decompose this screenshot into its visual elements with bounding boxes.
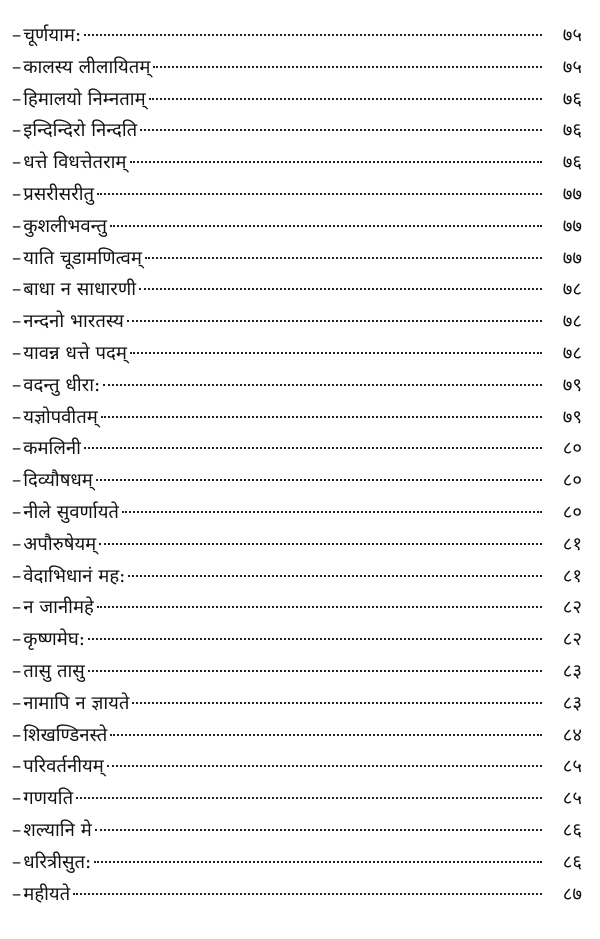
entry-title: बाधा न साधारणी (23, 279, 137, 301)
page-header-fragment (0, 0, 600, 8)
dot-leader (149, 98, 542, 100)
entry-page-number: ७६ (562, 120, 582, 142)
entry-title: परिवर्तनीयम् (23, 756, 104, 778)
dot-leader (127, 320, 542, 322)
entry-title: न जानीमहे (23, 597, 94, 619)
dot-leader (73, 893, 542, 895)
entry-page-number: ७९ (562, 406, 582, 428)
toc-entry (12, 688, 582, 720)
toc-entry (12, 306, 582, 338)
dot-leader (101, 416, 542, 418)
entry-page-number: ७६ (562, 152, 582, 174)
entry-dash: – (12, 533, 22, 555)
entry-dash: – (12, 120, 22, 142)
toc-entry (12, 179, 582, 211)
toc-entry (12, 274, 582, 306)
dot-leader (96, 479, 542, 481)
entry-title: नामापि न ज्ञायते (23, 692, 130, 714)
toc-entry (12, 370, 582, 402)
entry-title: याति चूडामणित्वम् (23, 247, 142, 269)
dot-leader (132, 702, 542, 704)
entry-dash: – (12, 56, 22, 78)
entry-page-number: ७५ (562, 25, 582, 46)
dot-leader (84, 34, 542, 36)
entry-title: महीयते (23, 883, 71, 905)
entry-title: अपौरुषेयम् (23, 533, 97, 555)
toc-entry (12, 529, 582, 561)
entry-title: वदन्तु धीरा: (23, 374, 101, 396)
entry-dash: – (12, 183, 22, 205)
dot-leader (145, 257, 542, 259)
entry-title: यावन्न धत्ते पदम् (23, 342, 127, 364)
entry-page-number: ८१ (562, 533, 582, 555)
dot-leader (97, 193, 542, 195)
dot-leader (84, 447, 542, 449)
toc-entry (12, 497, 582, 529)
toc-entry (12, 433, 582, 465)
entry-page-number: ७८ (562, 311, 582, 333)
dot-leader (110, 734, 542, 736)
entry-title: धरित्रीसुत: (23, 851, 92, 873)
entry-page-number: ७९ (562, 374, 582, 396)
entry-page-number: ८० (562, 470, 582, 492)
entry-page-number: ८५ (562, 756, 582, 778)
entry-dash: – (12, 756, 22, 778)
entry-page-number: ८३ (562, 660, 582, 682)
entry-dash: – (12, 883, 22, 905)
entry-dash: – (12, 438, 22, 460)
dot-leader (103, 384, 542, 386)
entry-dash: – (12, 565, 22, 587)
entry-page-number: ७७ (562, 247, 582, 269)
entry-page-number: ८४ (562, 724, 582, 746)
entry-page-number: ८० (562, 501, 582, 523)
dot-leader (139, 288, 542, 290)
entry-dash: – (12, 692, 22, 714)
entry-page-number: ८२ (562, 629, 582, 651)
dot-leader (76, 797, 542, 799)
toc-entry (12, 84, 582, 116)
dot-leader (128, 575, 542, 577)
dot-leader (122, 511, 542, 513)
entry-page-number: ७५ (562, 56, 582, 78)
entry-dash: – (12, 851, 22, 873)
entry-dash: – (12, 374, 22, 396)
entry-dash: – (12, 25, 22, 46)
entry-dash: – (12, 724, 22, 746)
entry-title: दिव्यौषधम् (23, 470, 93, 492)
entry-page-number: ८७ (562, 883, 582, 905)
toc-entry (12, 624, 582, 656)
dot-leader (140, 129, 542, 131)
entry-page-number: ८६ (562, 819, 582, 841)
toc-entry (12, 847, 582, 879)
entry-page-number: ८५ (562, 788, 582, 810)
entry-title: चूर्णयाम: (23, 25, 82, 46)
entry-title: इन्दिन्दिरो निन्दति (23, 120, 138, 142)
entry-dash: – (12, 279, 22, 301)
toc-entry (12, 879, 582, 911)
toc-entry (12, 815, 582, 847)
entry-dash: – (12, 629, 22, 651)
dot-leader (95, 829, 542, 831)
entry-page-number: ८६ (562, 851, 582, 873)
table-of-contents (12, 20, 582, 910)
toc-entry (12, 720, 582, 752)
dot-leader (97, 606, 542, 608)
dot-leader (99, 543, 542, 545)
entry-dash: – (12, 215, 22, 237)
entry-dash: – (12, 597, 22, 619)
entry-title: तासु तासु (23, 660, 85, 682)
entry-page-number: ७७ (562, 215, 582, 237)
entry-page-number: ८१ (562, 565, 582, 587)
dot-leader (88, 638, 542, 640)
entry-title: यज्ञोपवीतम् (23, 406, 98, 428)
entry-dash: – (12, 88, 22, 110)
entry-page-number: ७६ (562, 88, 582, 110)
entry-page-number: ८२ (562, 597, 582, 619)
entry-title: गणयति (23, 788, 74, 810)
entry-dash: – (12, 311, 22, 333)
entry-page-number: ७८ (562, 342, 582, 364)
toc-entry (12, 115, 582, 147)
entry-title: कालस्य लीलायितम् (23, 56, 151, 78)
entry-dash: – (12, 247, 22, 269)
toc-entry (12, 211, 582, 243)
toc-entry (12, 561, 582, 593)
entry-dash: – (12, 152, 22, 174)
dot-leader (153, 66, 542, 68)
entry-page-number: ७८ (562, 279, 582, 301)
entry-title: नन्दनो भारतस्य (23, 311, 124, 333)
entry-title: नीले सुवर्णायते (23, 501, 119, 523)
toc-entry (12, 402, 582, 434)
entry-dash: – (12, 501, 22, 523)
dot-leader (88, 670, 542, 672)
entry-title: वेदाभिधानं मह: (23, 565, 126, 587)
toc-entry (12, 147, 582, 179)
entry-dash: – (12, 470, 22, 492)
toc-entry (12, 52, 582, 84)
dot-leader (130, 352, 542, 354)
entry-dash: – (12, 406, 22, 428)
toc-entry (12, 465, 582, 497)
toc-entry (12, 338, 582, 370)
entry-title: कृष्णमेघ: (23, 629, 86, 651)
entry-dash: – (12, 819, 22, 841)
entry-title: शिखण्डिनस्ते (23, 724, 108, 746)
entry-page-number: ८३ (562, 692, 582, 714)
entry-title: कमलिनी (23, 438, 81, 460)
entry-title: शल्यानि मे (23, 819, 92, 841)
toc-entry (12, 656, 582, 688)
toc-entry (12, 783, 582, 815)
entry-page-number: ७७ (562, 183, 582, 205)
entry-page-number: ८० (562, 438, 582, 460)
entry-dash: – (12, 660, 22, 682)
dot-leader (107, 765, 542, 767)
dot-leader (130, 161, 543, 163)
entry-dash: – (12, 788, 22, 810)
dot-leader (94, 861, 542, 863)
toc-entry (12, 592, 582, 624)
toc-entry (12, 751, 582, 783)
toc-entry (12, 243, 582, 275)
entry-title: कुशलीभवन्तु (23, 215, 107, 237)
dot-leader (110, 225, 542, 227)
entry-title: धत्ते विधत्तेतराम् (23, 152, 127, 174)
entry-dash: – (12, 342, 22, 364)
entry-title: हिमालयो निम्नताम् (23, 88, 146, 110)
toc-entry (12, 20, 582, 52)
entry-title: प्रसरीसरीतु (23, 183, 95, 205)
